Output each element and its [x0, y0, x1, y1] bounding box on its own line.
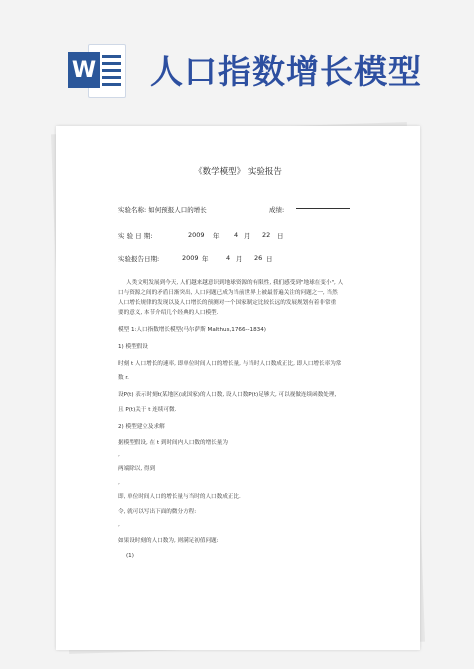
date-year: 2009: [188, 231, 205, 239]
formula-placeholder: ,: [118, 451, 120, 458]
date-month-unit: 月: [244, 232, 251, 240]
document-page: [56, 126, 420, 650]
paragraph-line: 人类文明发展到今天, 人们越来越意识到地球资源的有限性, 我们感受到"地球在变小", 人: [126, 280, 344, 286]
report-date-label: 实验报告日期:: [118, 255, 160, 263]
equation-number: (1): [126, 553, 134, 559]
paragraph-line: 时刻 t 人口增长的速率, 即单位时间人口的增长量, 与当时人口数成正比, 即人口增长率为常: [118, 361, 342, 367]
banner: [0, 0, 474, 118]
paragraph-line: 且 P(t)关于 t 连续可微.: [118, 407, 177, 413]
report-day-unit: 日: [266, 255, 273, 263]
word-logo-letter: W: [68, 52, 100, 88]
formula-placeholder: ,: [118, 479, 120, 486]
doc-title: 《数学模型》 实验报告: [194, 167, 282, 177]
model-heading: 模型 1:人口指数增长模型(马尔萨斯 Malthus,1766--1834): [118, 327, 266, 333]
section-heading: 1) 模型假设: [118, 344, 148, 350]
paragraph-line: 两端除以, 得到: [118, 466, 156, 472]
formula-placeholder: ,: [118, 521, 120, 528]
date-day-unit: 日: [277, 232, 284, 240]
word-icon: [68, 44, 124, 96]
date-month: 4: [234, 231, 239, 239]
paragraph-line: 数 r.: [118, 375, 129, 381]
paragraph-line: 如果设时刻的人口数为, 则满足初值问题:: [118, 538, 219, 544]
paragraph-line: 设P(t) 表示时刻t(某地区(或国家)的人口数, 设人口数P(t)足够大, 可以视做连续函数处理,: [118, 392, 337, 398]
paragraph-line: 口与资源之间的矛盾日渐突出, 人口问题已成为当前世界上被最普遍关注的问题之一, 当然: [118, 290, 338, 296]
report-month-unit: 月: [236, 255, 243, 263]
report-year: 2009: [182, 254, 199, 262]
paragraph-line: 据模型假设, 在 t 到时间内人口数的增长量为: [118, 440, 228, 446]
paragraph-line: 人口增长规律的发现以及人口增长的预测对一个国家制定比较长远的发展规划有着非常重: [118, 300, 337, 306]
experiment-name: 实验名称: 如何预报人口的增长: [118, 206, 207, 214]
report-year-unit: 年: [202, 255, 209, 263]
date-label: 实 验 日 期:: [118, 232, 153, 240]
report-month: 4: [226, 254, 231, 262]
score-label: 成绩:: [269, 206, 285, 214]
report-day: 26: [254, 254, 263, 262]
date-year-unit: 年: [213, 232, 220, 240]
paragraph-line: 要的意义, 本节介绍几个经典的人口模型.: [118, 310, 219, 316]
banner-title: 人口指数增长模型: [150, 52, 422, 91]
paragraph-line: 即, 单位时间人口的增长量与当时的人口数成正比.: [118, 494, 241, 500]
date-day: 22: [262, 231, 271, 239]
section-heading: 2) 模型建立及求解: [118, 424, 165, 430]
score-blank: [296, 208, 350, 209]
paragraph-line: 令, 就可以写出下面的微分方程:: [118, 509, 197, 515]
